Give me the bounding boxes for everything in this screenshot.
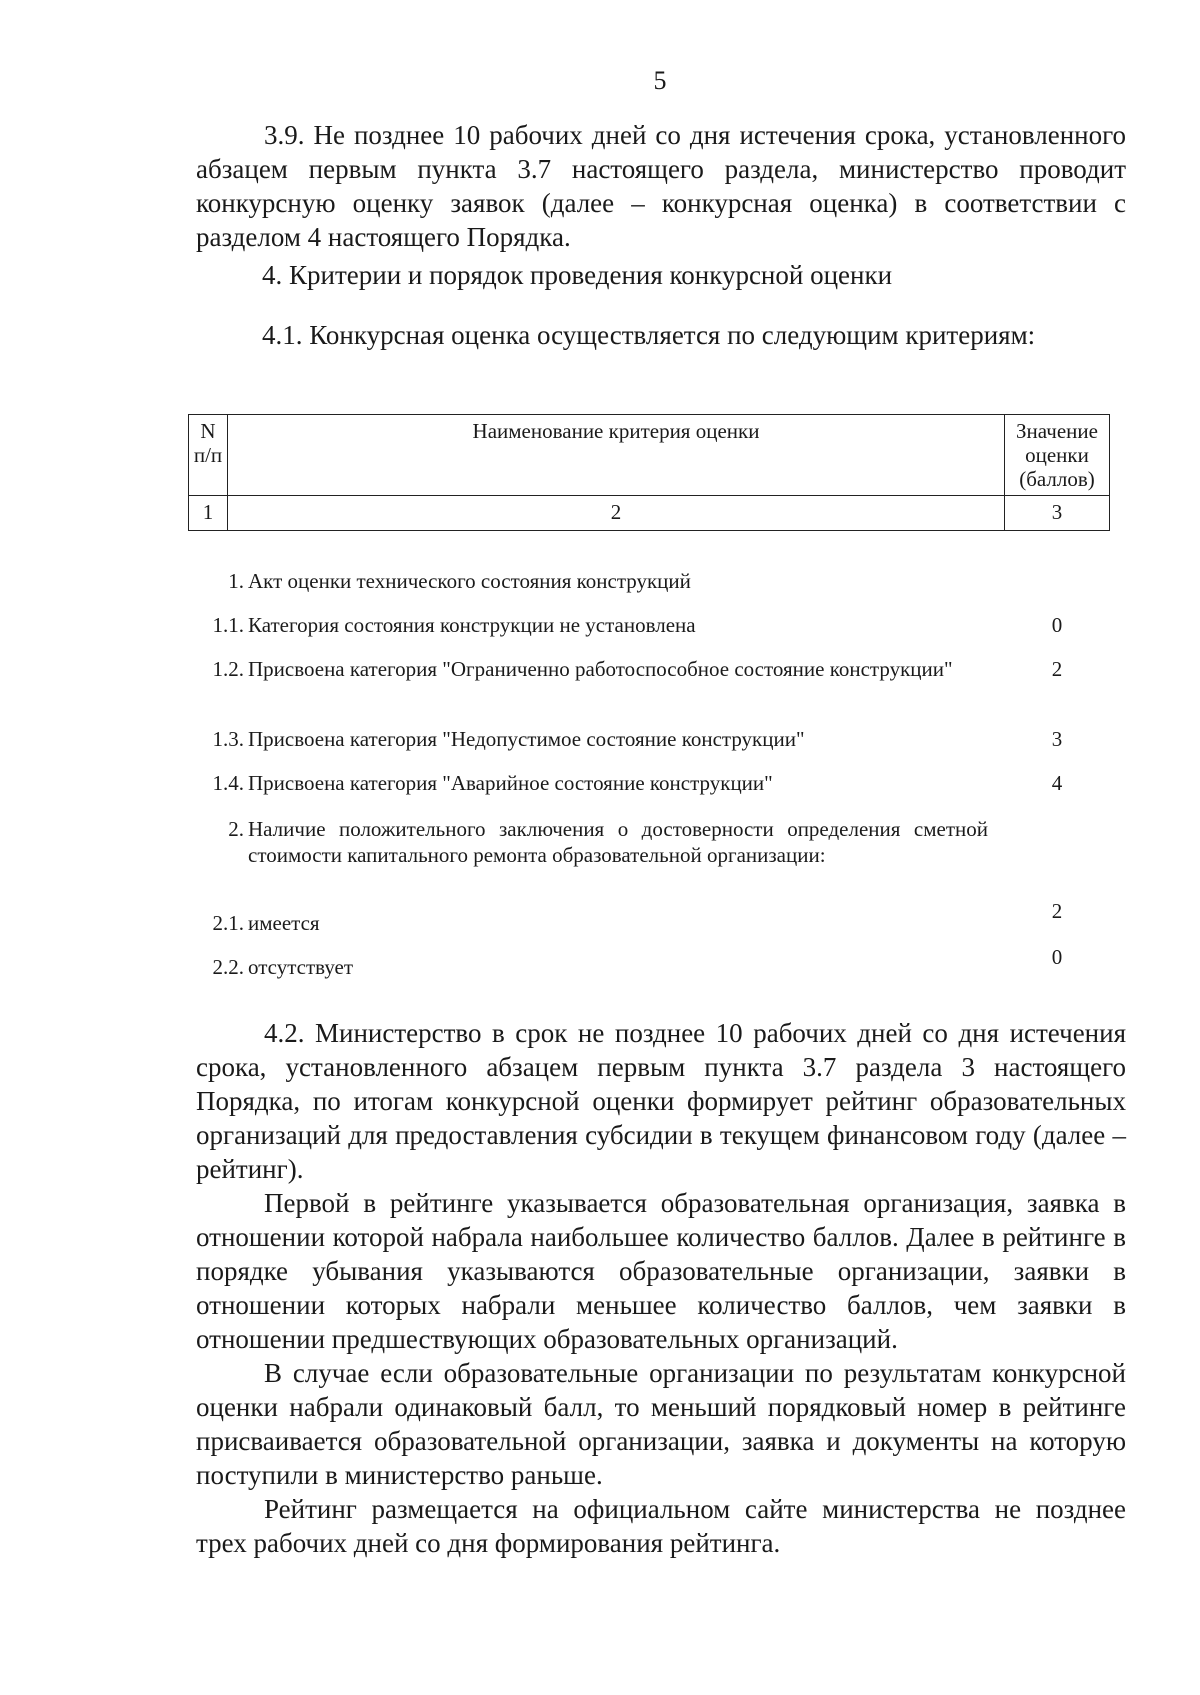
colnum-2: 2 (228, 496, 1005, 531)
row-text: Присвоена категория "Ограниченно работоспособное состояние конструкции" (248, 657, 953, 681)
paragraph-rating-publish: Рейтинг размещается на официальном сайте министерства не позднее трех рабочих дней со дня формирования рейтинга. (196, 1494, 1126, 1558)
row-text: Присвоена категория "Аварийное состояние конструкции" (248, 771, 773, 795)
row-value: 2 (1051, 657, 1063, 681)
section-4-title: 4. Критерии и порядок проведения конкурсной оценки (262, 260, 893, 290)
row-value: 0 (1051, 613, 1063, 637)
row-value: 0 (1051, 945, 1063, 969)
paragraph-4-1: 4.1. Конкурсная оценка осуществляется по следующим критериям: (262, 320, 1036, 350)
row-value: 2 (1051, 899, 1063, 923)
page-number: 5 (653, 66, 667, 95)
header-name: Наименование критерия оценки (228, 415, 1005, 496)
paragraph-3-9: 3.9. Не позднее 10 рабочих дней со дня истечения срока, установленного абзацем первым пункта 3.7 настоящего раздела, министерство проводит конкурсную оценку заявок (далее – конкурсная оценка) в соответствии с разделом 4 настоящего Порядка. (196, 120, 1126, 252)
row-text: Присвоена категория "Недопустимое состояние конструкции" (248, 727, 805, 751)
colnum-1: 1 (189, 496, 228, 531)
header-num: N п/п (189, 415, 228, 496)
row-num: 2.1. (212, 911, 244, 935)
row-num: 2. (228, 817, 244, 841)
row-num: 1.2. (212, 657, 244, 681)
colnum-3: 3 (1005, 496, 1110, 531)
row-text: Акт оценки технического состояния конструкций (248, 569, 691, 593)
row-num: 1.3. (212, 727, 244, 751)
row-num: 2.2. (212, 955, 244, 979)
row-num: 1.1. (212, 613, 244, 637)
row-num: 1. (228, 569, 244, 593)
row-text: Категория состояния конструкции не установлена (248, 613, 696, 637)
header-value: Значение оценки (баллов) (1005, 415, 1110, 496)
row-text: отсутствует (248, 955, 354, 979)
row-num: 1.4. (212, 771, 244, 795)
criteria-table-header (188, 414, 1110, 531)
row-value: 4 (1051, 771, 1063, 795)
paragraph-rating-first: Первой в рейтинге указывается образовательная организация, заявка в отношении которой набрала наибольшее количество баллов. Далее в рейтинге в порядке убывания указываются образовательные организации, заявки в отношении которых набрали меньшее количество баллов, чем заявки в отношении предшествующих образовательных организаций. (196, 1188, 1126, 1354)
paragraph-rating-equal: В случае если образовательные организации по результатам конкурсной оценки набрали одинаковый балл, то меньший порядковый номер в рейтинге присваивается образовательной организации, заявка и документы на которую поступили в министерство раньше. (196, 1358, 1126, 1490)
row-text: Наличие положительного заключения о достоверности определения сметной стоимости капитального ремонта образовательной организации: (248, 817, 988, 867)
row-value: 3 (1051, 727, 1063, 751)
row-text: имеется (248, 911, 320, 935)
paragraph-4-2: 4.2. Министерство в срок не позднее 10 рабочих дней со дня истечения срока, установленного абзацем первым пункта 3.7 раздела 3 настоящего Порядка, по итогам конкурсной оценки формирует рейтинг образовательных организаций для предоставления субсидии в текущем финансовом году (далее – рейтинг). (196, 1018, 1126, 1184)
